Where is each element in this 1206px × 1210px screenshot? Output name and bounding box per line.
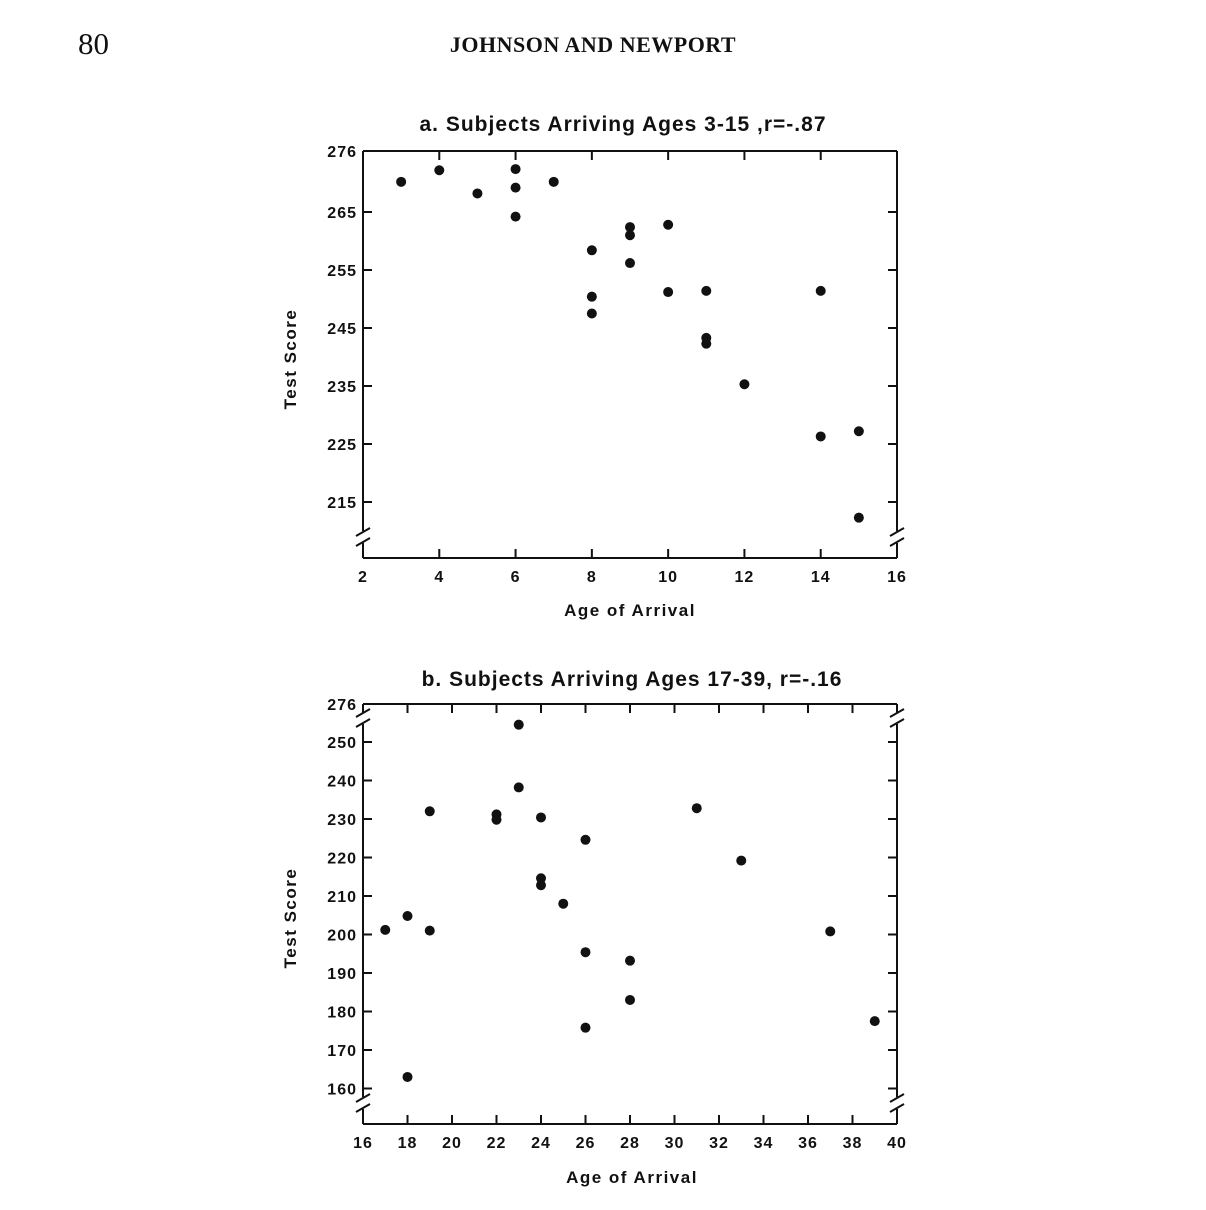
x-tick-label: 16: [887, 569, 907, 586]
data-point: [816, 286, 826, 296]
chart-b-x-axis-label: Age of Arrival: [566, 1168, 698, 1187]
x-tick-label: 34: [753, 1135, 774, 1152]
y-tick-label: 210: [327, 889, 357, 906]
y-tick-label: 180: [327, 1004, 357, 1022]
data-point: [536, 812, 546, 822]
x-tick-label: 38: [842, 1135, 863, 1152]
x-tick-label: 26: [575, 1135, 596, 1152]
data-point: [581, 835, 591, 845]
data-point: [434, 165, 444, 175]
chart-b-y-axis-label: Test Score: [281, 867, 300, 969]
data-point: [511, 183, 521, 193]
data-point: [870, 1016, 880, 1026]
chart-a-x-axis-label: Age of Arrival: [564, 601, 696, 620]
x-tick-label: 28: [620, 1135, 640, 1152]
y-tick-label: 265: [327, 205, 357, 222]
y-tick-label: 170: [327, 1043, 357, 1060]
data-point: [514, 782, 524, 792]
chart-a-title: a. Subjects Arriving Ages 3-15 ,r=-.87: [419, 113, 827, 136]
data-point: [625, 956, 635, 966]
y-tick-label: 160: [327, 1081, 357, 1099]
data-point: [625, 995, 635, 1005]
x-tick-label: 24: [531, 1135, 551, 1152]
data-point: [825, 926, 835, 936]
data-point: [514, 720, 524, 730]
data-point: [536, 880, 546, 890]
data-point: [854, 513, 864, 523]
chart-a-plot-frame: [356, 151, 904, 558]
y-tick-label: 250: [327, 735, 357, 752]
chart-b-title: b. Subjects Arriving Ages 17-39, r=-.16: [421, 668, 843, 691]
data-point: [403, 1072, 413, 1082]
chart-b-ticks: [327, 697, 907, 1152]
x-tick-label: 4: [434, 569, 445, 586]
data-point: [581, 1023, 591, 1033]
chart-a: [281, 113, 907, 620]
data-point: [511, 212, 521, 222]
y-tick-label: 230: [327, 812, 357, 829]
chart-a-points: [396, 164, 864, 523]
data-point: [625, 230, 635, 240]
x-tick-label: 2: [358, 569, 368, 586]
x-tick-label: 8: [586, 569, 597, 586]
y-tick-label: 276: [327, 697, 357, 714]
data-point: [380, 925, 390, 935]
data-point: [492, 815, 502, 825]
data-point: [472, 188, 482, 198]
data-point: [625, 258, 635, 268]
data-point: [663, 220, 673, 230]
x-tick-label: 32: [709, 1135, 729, 1152]
y-tick-label: 255: [327, 263, 357, 280]
data-point: [587, 292, 597, 302]
data-point: [692, 803, 702, 813]
data-point: [587, 309, 597, 319]
data-point: [396, 177, 406, 187]
data-point: [854, 426, 864, 436]
chart-b-points: [380, 720, 880, 1082]
x-tick-label: 22: [486, 1135, 507, 1152]
x-tick-label: 18: [397, 1135, 418, 1152]
y-tick-label: 240: [327, 773, 357, 791]
y-tick-label: 220: [327, 850, 357, 868]
y-tick-label: 215: [327, 495, 357, 512]
data-point: [587, 245, 597, 255]
y-tick-label: 245: [327, 321, 357, 338]
data-point: [816, 431, 826, 441]
chart-b-plot-frame: [356, 704, 904, 1124]
data-point: [701, 339, 711, 349]
data-point: [739, 379, 749, 389]
y-tick-label: 276: [327, 144, 357, 161]
y-tick-label: 235: [327, 379, 357, 396]
x-tick-label: 6: [510, 569, 521, 586]
y-tick-label: 200: [327, 927, 357, 945]
y-tick-label: 190: [327, 966, 357, 983]
x-tick-label: 20: [442, 1135, 462, 1152]
x-tick-label: 12: [734, 569, 755, 586]
data-point: [549, 177, 559, 187]
chart-a-y-axis-label: Test Score: [281, 308, 300, 410]
data-point: [425, 926, 435, 936]
data-point: [581, 947, 591, 957]
x-tick-label: 10: [658, 569, 679, 586]
x-tick-label: 14: [810, 569, 831, 586]
x-tick-label: 40: [887, 1135, 907, 1152]
data-point: [403, 911, 413, 921]
y-tick-label: 225: [327, 437, 357, 454]
data-point: [511, 164, 521, 174]
data-point: [663, 287, 673, 297]
data-point: [425, 806, 435, 816]
running-head: JOHNSON AND NEWPORT: [449, 32, 737, 57]
chart-b: [281, 668, 907, 1187]
x-tick-label: 36: [798, 1135, 818, 1152]
x-tick-label: 16: [353, 1135, 373, 1152]
chart-a-ticks: [327, 144, 907, 586]
data-point: [736, 856, 746, 866]
data-point: [558, 899, 568, 909]
x-tick-label: 30: [664, 1135, 685, 1152]
data-point: [701, 286, 711, 296]
page-number: 80: [78, 26, 109, 61]
